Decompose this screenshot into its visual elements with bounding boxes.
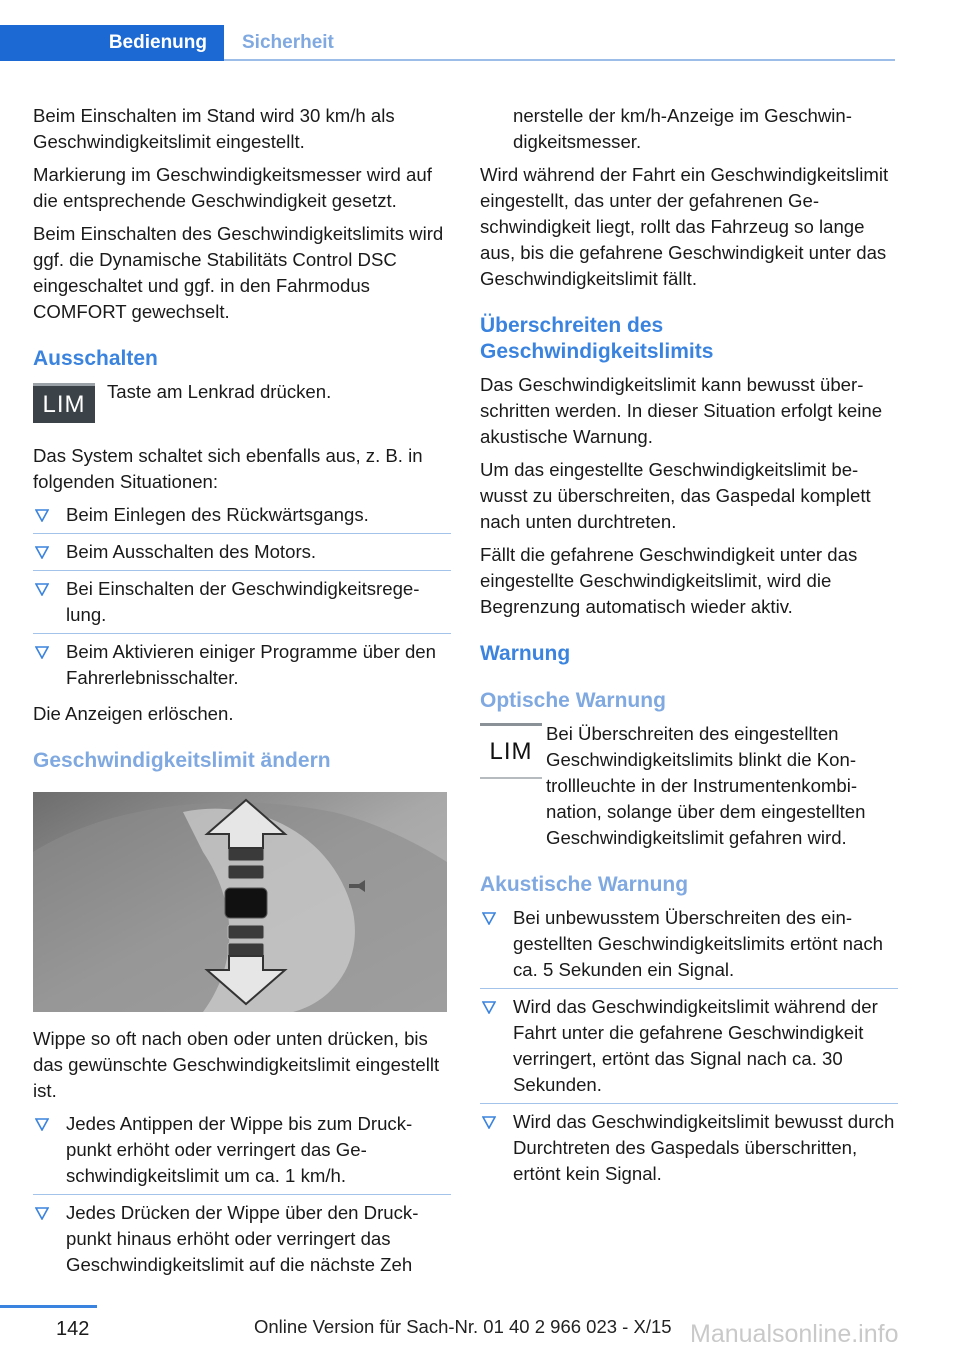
- chapter-tabs: [0, 25, 895, 61]
- triangle-bullet-icon: [35, 583, 49, 596]
- bullet-list: [480, 905, 898, 1192]
- list-item: [480, 1109, 898, 1192]
- lim-button-icon: LIM: [33, 383, 95, 423]
- steering-wheel-rocker-image: [33, 792, 447, 1012]
- triangle-bullet-icon: [35, 509, 49, 522]
- list-item: [33, 639, 451, 696]
- list-item: [33, 1111, 451, 1195]
- paragraph: Das Geschwindigkeitslimit kann bewusst überschritten werden. In dieser Situation erfolgt keine akustische Warnung.: [480, 374, 883, 447]
- paragraph: Markierung im Geschwindigkeitsmesser wird auf die entsprechende Geschwindigkeit gesetzt.: [33, 164, 432, 211]
- heading-limit-aendern: Geschwindigkeitslimit ändern: [33, 749, 331, 772]
- paragraph: Wippe so oft nach oben oder unten drücken, bis das gewünschte Geschwindigkeitslimit eingestellt ist.: [33, 1028, 440, 1101]
- page-number: 142: [56, 1318, 90, 1340]
- online-version-note: Online Version für Sach-Nr. 01 40 2 966 023 - X/15: [254, 1316, 672, 1337]
- heading-ueberschreiten: Überschreiten des Geschwindigkeitslimits: [480, 314, 714, 363]
- lim-button-instruction: [33, 379, 451, 431]
- heading-warnung: Warnung: [480, 642, 571, 665]
- rocker-switch-illustration: [33, 792, 447, 1012]
- paragraph: Die Anzeigen erlöschen.: [33, 703, 234, 724]
- list-item-text: Wird das Geschwindigkeitslimit während der Fahrt unter die gefahrene Geschwindigkeit verringert, ertönt das Signal nach ca. 30 Sekunden.: [513, 996, 878, 1095]
- tab-divider: [224, 59, 895, 61]
- list-item: [33, 502, 451, 534]
- lim-indicator-icon: LIM: [480, 723, 542, 779]
- triangle-bullet-icon: [35, 1118, 49, 1131]
- list-item-text: Wird das Geschwindigkeitslimit bewusst durch Durchtreten des Gaspedals überschritten, ertönt kein Signal.: [513, 1111, 895, 1184]
- heading-ausschalten: Ausschalten: [33, 347, 158, 370]
- triangle-bullet-icon: [35, 546, 49, 559]
- list-item-text: Beim Aktivieren einiger Programme über den Fahrerlebnisschalter.: [66, 641, 436, 688]
- optical-warning-block: [480, 721, 898, 851]
- left-column: [33, 103, 451, 1288]
- optical-warning-text: Bei Überschreiten des eingestellten Geschwindigkeitslimits blinkt die Kontrollleuchte in der Instrumentenkombination, solange über dem eingestellten Geschwindigkeitslimit gefahren wird.: [546, 723, 866, 848]
- list-item-text: Jedes Drücken der Wippe über den Druckpunkt hinaus erhöht oder verringert das Geschwindigkeitslimit auf die nächste Zeh: [66, 1202, 419, 1275]
- paragraph: Das System schaltet sich ebenfalls aus, z. B. in folgenden Situationen:: [33, 445, 423, 492]
- continued-text: nerstelle der km/h-Anzeige im Geschwindigkeitsmesser.: [513, 105, 852, 152]
- triangle-bullet-icon: [35, 1207, 49, 1220]
- bullet-list: [33, 502, 451, 696]
- list-item: [480, 994, 898, 1104]
- heading-optische-warnung: Optische Warnung: [480, 689, 666, 712]
- list-item: [33, 576, 451, 634]
- watermark: Manualsonline.info: [690, 1320, 899, 1348]
- triangle-bullet-icon: [482, 912, 496, 925]
- list-item-text: Jedes Antippen der Wippe bis zum Druckpunkt erhöht oder verringert das Geschwindigkeitslimit um ca. 1 km/h.: [66, 1113, 413, 1186]
- list-item-text: Beim Einlegen des Rückwärtsgangs.: [66, 504, 369, 525]
- list-item: [33, 539, 451, 571]
- list-item-text: Bei Einschalten der Geschwindigkeitsregelung.: [66, 578, 420, 625]
- paragraph: Beim Einschalten im Stand wird 30 km/h als Geschwindigkeitslimit eingestellt.: [33, 105, 395, 152]
- triangle-bullet-icon: [482, 1116, 496, 1129]
- list-item-text: Bei unbewusstem Überschreiten des eingestellten Geschwindigkeitslimits ertönt nach ca. 5 Sekunden ein Signal.: [513, 907, 883, 980]
- paragraph: Um das eingestellte Geschwindigkeitslimit bewusst zu überschreiten, das Gaspedal komplett nach unten durchtreten.: [480, 459, 871, 532]
- heading-akustische-warnung: Akustische Warnung: [480, 873, 689, 896]
- triangle-bullet-icon: [482, 1001, 496, 1014]
- footer-rule: [0, 1305, 97, 1308]
- list-item: [33, 1200, 451, 1283]
- instruction-text: Taste am Lenkrad drücken.: [107, 381, 332, 402]
- paragraph: [480, 721, 898, 851]
- paragraph: Fällt die gefahrene Geschwindigkeit unter das eingestellte Geschwindigkeitslimit, wird die Begrenzung automatisch wieder aktiv.: [480, 544, 858, 617]
- list-item-text: Beim Ausschalten des Motors.: [66, 541, 317, 562]
- paragraph: Wird während der Fahrt ein Geschwindigkeitslimit eingestellt, das unter der gefahrenen Geschwindigkeit liegt, rollt das Fahrzeug so lange aus, bis die gefahrene Geschwindigkeit unter das Geschwindigkeitslimit fällt.: [480, 164, 889, 289]
- paragraph: Beim Einschalten des Geschwindigkeitslimits wird ggf. die Dynamische Stabilitäts Control DSC eingeschaltet und ggf. in den Fahrmodus COMFORT gewechselt.: [33, 223, 444, 322]
- bullet-list: [33, 1111, 451, 1283]
- tab-bedienung[interactable]: Bedienung: [0, 25, 224, 61]
- triangle-bullet-icon: [35, 646, 49, 659]
- right-column: [480, 103, 898, 1197]
- tab-sicherheit[interactable]: Sicherheit: [242, 32, 334, 53]
- list-item: [480, 905, 898, 989]
